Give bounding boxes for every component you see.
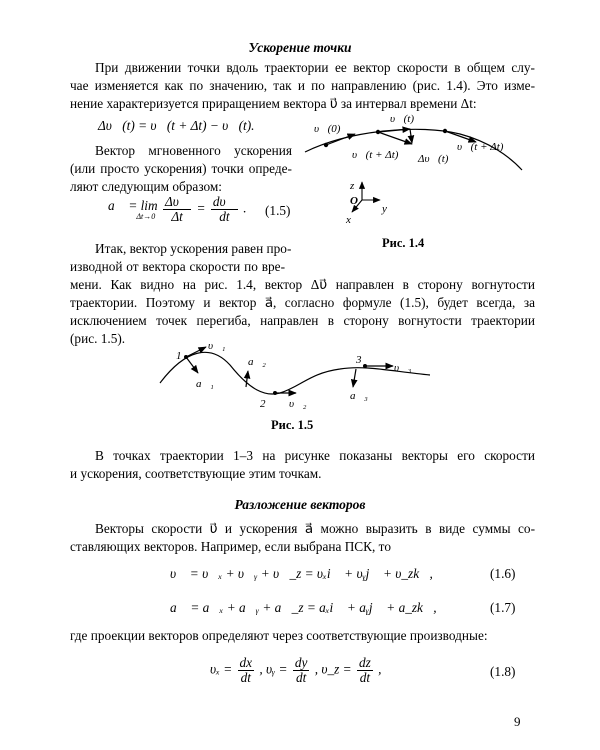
fraction-denominator: dt (359, 670, 371, 685)
increment-formula: Δυ⃗(t) = υ⃗(t + Δt) − υ⃗(t). (98, 118, 255, 133)
accel-vector-2 (246, 371, 248, 387)
conclusion-line: (рис. 1.5). (70, 331, 126, 346)
formula-end: , (378, 661, 382, 677)
figure-1-5 (150, 335, 440, 415)
vz-label: , υ_z = (314, 661, 352, 677)
fraction-denominator: Δt (171, 209, 183, 224)
conclusion-head (70, 240, 292, 276)
decomposition-intro (70, 520, 535, 556)
accel-label-1: a⃗₁ (196, 378, 214, 390)
intro-line: нение характеризуется приращением вектора υ⃗ за интервал времени Δt: (70, 96, 477, 111)
formula-1-5 (108, 195, 247, 224)
fraction-denominator: dt (219, 209, 230, 224)
label-vtdt-right: υ⃗(t + Δt) (457, 141, 504, 153)
page-number: 9 (514, 714, 521, 729)
fraction-numerator: dx (239, 655, 253, 670)
formula-end: . (243, 200, 247, 216)
velocity-label-1: υ⃗₁ (208, 340, 226, 352)
conclusion-line: исключением точек перегиба, направлен в сторону вогнутости траектории (70, 313, 535, 328)
velocity-vector-0 (326, 134, 355, 145)
accel-def-line: ляют следующим образом: (70, 179, 222, 194)
figure-1-4 (300, 112, 525, 237)
points-line: и ускорения, соответствующие этим точкам. (70, 466, 322, 481)
section-title-decomposition: Разложение векторов (234, 497, 366, 512)
accel-definition (70, 142, 292, 196)
delta-velocity-vector (410, 129, 412, 143)
points-paragraph (70, 447, 535, 483)
axis-origin-label: O (350, 195, 358, 207)
formula-1-6: υ⃗ = υ⃗ₓ + υ⃗ᵧ + υ⃗_z = υₓi⃗ + υᵧj⃗ + υ_zk⃗, (170, 566, 433, 581)
accel-vector-1 (186, 357, 198, 373)
fraction-numerator: dy (294, 655, 308, 670)
velocity-vector-t (378, 129, 410, 132)
point-label-1: 1 (176, 350, 182, 362)
velocity-label-3: υ⃗₃ (394, 362, 412, 374)
conclusion-line: траектории. Поэтому и вектор a⃗, согласно формуле (1.5), будет всегда, за (70, 295, 535, 310)
equals-sign: = (196, 200, 206, 216)
intro-paragraph (70, 59, 535, 113)
intro-line: чае изменяется как по значению, так и по направлению (рис. 1.4). Это изме- (70, 78, 535, 93)
fraction-derivative (211, 195, 238, 224)
fraction-numerator: dz (358, 655, 371, 670)
conclusion-line: мени. Как видно на рис. 1.4, вектор Δυ⃗ направлен в сторону вогнутости (70, 277, 535, 292)
fraction-denominator: dt (295, 670, 307, 685)
fraction-dv-dt (163, 195, 191, 224)
equation-number-1-7: (1.7) (490, 600, 516, 615)
label-dv: Δυ⃗(t) (418, 153, 449, 165)
accel-vector-3 (353, 369, 356, 387)
point-label-2: 2 (260, 398, 266, 410)
vx-label: υₓ = (210, 661, 233, 677)
fraction-dz-dt (357, 656, 373, 685)
formula-1-7: a⃗ = a⃗ₓ + a⃗ᵧ + a⃗_z = aₓi⃗ + aᵧj⃗ + a_zk⃗, (170, 600, 437, 615)
point-label-3: 3 (356, 354, 362, 366)
label-vtdt-left: υ⃗(t + Δt) (352, 149, 399, 161)
projections-line: где проекции векторов определяют через соответствующие производные: (70, 628, 488, 643)
points-line: В точках траектории 1–3 на рисунке показаны векторы его скорости (95, 448, 535, 463)
axis-z-label: z (350, 180, 355, 192)
label-vt: υ⃗(t) (390, 113, 414, 125)
conclusion-line: изводной от вектора скорости по вре- (70, 259, 285, 274)
formula-lim-sub: Δt→0 (136, 212, 156, 221)
decomposition-line: ставляющих векторов. Например, если выбрана ПСК, то (70, 539, 391, 554)
section-title-acceleration: Ускорение точки (248, 40, 352, 55)
equation-number-1-5: (1.5) (265, 203, 291, 218)
formula-lim: a⃗ = lim (108, 198, 158, 213)
figure-1-5-caption: Рис. 1.5 (271, 418, 314, 432)
fraction-dy-dt (293, 656, 310, 685)
velocity-vector-shifted (378, 132, 412, 144)
label-v0: υ⃗(0) (314, 123, 341, 135)
vy-label: , υᵧ = (259, 661, 288, 677)
formula-1-8 (210, 656, 381, 685)
fraction-dx-dt (238, 656, 255, 685)
axis-x-label: x (346, 214, 351, 226)
axis-y-label: y (382, 203, 387, 215)
fraction-denominator: dt (240, 670, 251, 685)
equation-number-1-6: (1.6) (490, 566, 516, 581)
accel-label-2: a⃗₂ (248, 356, 266, 368)
fraction-numerator: Δυ⃗ (164, 194, 190, 209)
velocity-label-2: υ⃗₂ (289, 398, 307, 410)
figure-1-4-caption: Рис. 1.4 (382, 236, 425, 250)
accel-def-line: (или просто ускорения) точки опреде- (70, 161, 292, 176)
equation-number-1-8: (1.8) (490, 664, 516, 679)
fraction-numerator: dυ⃗ (212, 194, 236, 209)
decomposition-line: Векторы скорости υ⃗ и ускорения a⃗ можно выразить в виде суммы со- (95, 521, 535, 536)
accel-def-line: Вектор мгновенного ускорения (95, 143, 292, 158)
intro-line: При движении точки вдоль траектории ее вектор скорости в общем слу- (95, 60, 535, 75)
accel-label-3: a⃗₃ (350, 390, 368, 402)
conclusion-line: Итак, вектор ускорения равен про- (95, 241, 292, 256)
